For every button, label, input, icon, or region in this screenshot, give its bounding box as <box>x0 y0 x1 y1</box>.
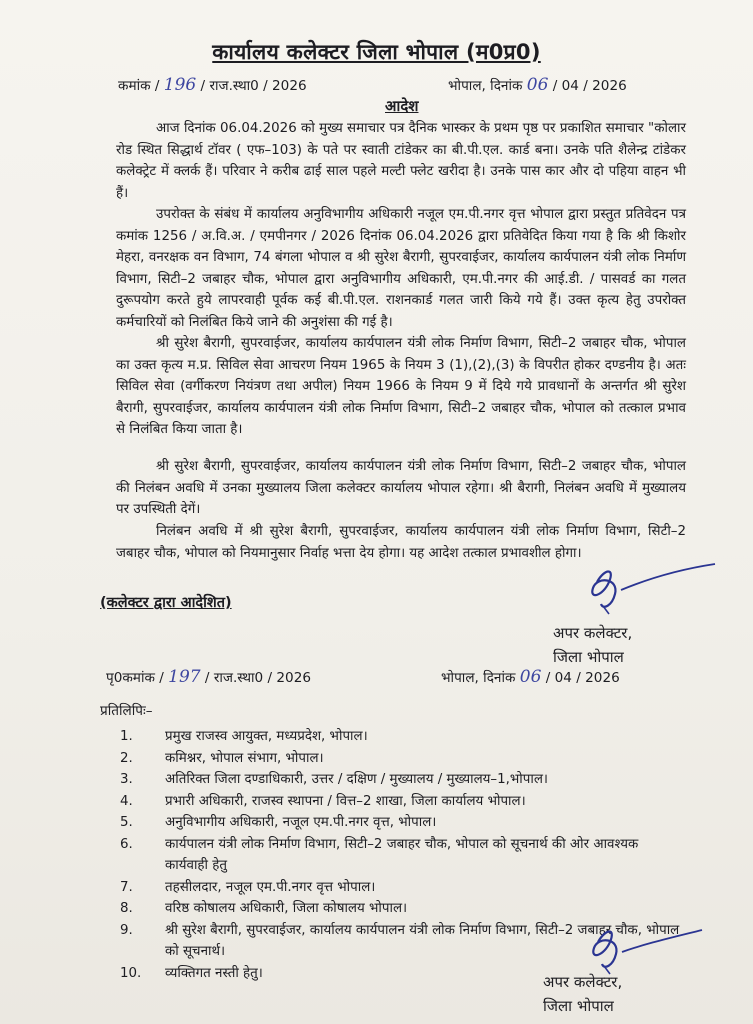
list-item-text: प्रभारी अधिकारी, राजस्व स्थापना / वित्त–2 शाखा, जिला कार्यालय भोपाल। <box>165 793 526 809</box>
signature-1 <box>575 560 725 620</box>
copy-to-label: प्रतिलिपिः– <box>100 703 153 719</box>
ref-number: 196 <box>163 75 197 95</box>
date-day: 06 <box>526 75 549 95</box>
signatory-designation: अपर कलेक्टर, <box>553 624 633 642</box>
list-item <box>120 834 680 877</box>
list-item <box>120 812 680 834</box>
list-item <box>120 898 680 920</box>
ref-prefix: कमांक / <box>118 78 160 94</box>
list-item-number: 6. <box>120 836 133 852</box>
order-reference <box>118 74 307 97</box>
list-item <box>120 748 680 770</box>
list-item-number: 5. <box>120 815 133 830</box>
list-item <box>120 769 680 791</box>
office-title: कार्यालय कलेक्टर जिला भोपाल (म0प्र0) <box>212 40 541 64</box>
list-item <box>120 877 680 899</box>
date-prefix: भोपाल, दिनांक <box>448 78 523 94</box>
order-paragraph-4: श्री सुरेश बैरागी, सुपरवाईजर, कार्यालय कार्यपालन यंत्री लोक निर्माण विभाग, सिटी–2 जबाहर चौक, भोपाल की निलंबन अवधि में उनका मुख्यालय जिला कलेक्टर कार्यालय भोपाल रहेगा। श्री बैरागी, निलंबन अवधि में मुख्यालय पर उपस्थिती देगें। <box>116 459 686 517</box>
list-item-number: 1. <box>120 729 133 744</box>
signatory-block-2 <box>543 970 622 1018</box>
order-date <box>448 74 627 97</box>
list-item-number: 3. <box>120 772 133 787</box>
list-item-text: अतिरिक्त जिला दण्डाधिकारी, उत्तर / दक्षिण / मुख्यालय / मुख्यालय–1,भोपाल। <box>165 772 548 787</box>
list-item-number: 2. <box>120 750 133 766</box>
list-item-text: कार्यपालन यंत्री लोक निर्माण विभाग, सिटी–2 जबाहर चौक, भोपाल को सूचनार्थ की ओर आवश्यक कार्यवाही हेतु <box>165 836 639 873</box>
endorsement-date <box>441 666 620 689</box>
list-item-number: 4. <box>120 793 133 809</box>
endorsement-date-suffix: / 04 / 2026 <box>545 670 620 686</box>
signatory-district: जिला भोपाल <box>553 648 624 666</box>
signatory-block-1 <box>553 621 632 669</box>
list-item-text: प्रमुख राजस्व आयुक्त, मध्यप्रदेश, भोपाल। <box>165 729 368 744</box>
order-paragraph-2: उपरोक्त के संबंध में कार्यालय अनुविभागीय अधिकारी नजूल एम.पी.नगर वृत्त भोपाल द्वारा प्रस्तुत प्रतिवेदन पत्र कमांक 1256 / अ.वि.अ. / एमपीनगर / 2026 दिनांक 06.04.2026 द्वारा प्रतिवेदित किया गया है कि श्री किशोर मेहरा, वनरक्षक वन विभाग, 74 बंगला भोपाल व श्री सुरेश बैरागी, सुपरवाईजर, कार्यालय कार्यपालन यंत्री लोक निर्माण विभाग, सिटी–2 जबाहर चौक, भोपाल द्वारा अनुविभागीय अधिकारी, एम.पी.नगर की आई.डी. / पासवर्ड का गलत दुरूपयोग करते हुये लापरवाही पूर्वक कई बी.पी.एल. राशनकार्ड गलत जारी किये गये हैं। उक्त कृत्य हेतु उपरोक्त कर्मचारियों को निलंबित किये जाने की अनुशंसा की गई है। <box>116 207 686 330</box>
list-item-number: 8. <box>120 901 133 916</box>
order-paragraph-5: निलंबन अवधि में श्री सुरेश बैरागी, सुपरवाईजर, कार्यालय कार्यपालन यंत्री लोक निर्माण विभाग, सिटी–2 जबाहर चौक, भोपाल को नियमानुसार निर्वाह भत्ता देय होगा। यह आदेश तत्काल प्रभावशील होगा। <box>116 524 686 561</box>
list-item-number: 9. <box>120 922 133 938</box>
list-item-text: तहसीलदार, नजूल एम.पी.नगर वृत्त भोपाल। <box>165 879 376 895</box>
date-suffix: / 04 / 2026 <box>552 78 627 94</box>
list-item-number: 10. <box>120 965 142 981</box>
endorsement-date-day: 06 <box>519 667 542 687</box>
ref-suffix: / राज.स्था0 / 2026 <box>200 78 307 94</box>
order-paragraph-1: आज दिनांक 06.04.2026 को मुख्य समाचार पत्र दैनिक भास्कर के प्रथम पृष्ठ पर प्रकाशित समाचार "कोलार रोड स्थित सिद्धार्थ टॉवर ( एफ–103) के पते पर स्वाती टांडेकर का बी.पी.एल. कार्ड बना। उनके पति शैलेन्द्र टांडेकर कलेक्ट्रेट में क्लर्क हैं। परिवार ने करीब ढाई साल पहले मल्टी फ्लेट खरीदा है। उनके पास कार और दो पहिया वाहन भी हैं। <box>116 121 686 201</box>
list-item-number: 7. <box>120 879 133 895</box>
list-item-text: कमिश्नर, भोपाल संभाग, भोपाल। <box>165 750 324 766</box>
endorsement-ref-prefix: पृ0कमांक / <box>106 670 164 686</box>
endorsement-date-prefix: भोपाल, दिनांक <box>441 670 516 686</box>
ordered-by: (कलेक्टर द्वारा आदेशित) <box>100 595 232 611</box>
list-item-text: श्री सुरेश बैरागी, सुपरवाईजर, कार्यालय कार्यपालन यंत्री लोक निर्माण विभाग, सिटी–2 जबाहर चौक, भोपाल को सूचनार्थ। <box>165 922 680 959</box>
list-item-text: वरिष्ठ कोषालय अधिकारी, जिला कोषालय भोपाल। <box>165 901 408 916</box>
endorsement-ref-suffix: / राज.स्था0 / 2026 <box>204 670 311 686</box>
endorsement-reference <box>106 666 311 689</box>
signatory-designation: अपर कलेक्टर, <box>543 973 623 991</box>
order-heading: आदेश <box>385 97 419 115</box>
order-paragraph-3: श्री सुरेश बैरागी, सुपरवाईजर, कार्यालय कार्यपालन यंत्री लोक निर्माण विभाग, सिटी–2 जबाहर चौक, भोपाल का उक्त कृत्य म.प्र. सिविल सेवा आचरण नियम 1965 के नियम 3 (1),(2),(3) के विपरीत होकर दण्डनीय है। अतः सिविल सेवा (वर्गीकरण नियंत्रण तथा अपील) नियम 1966 के नियम 9 में दिये गये प्रावधानों के अन्तर्गत श्री सुरेश बैरागी, सुपरवाईजर, कार्यालय कार्यपालन यंत्री लोक निर्माण विभाग, सिटी–2 जबाहर चौक, भोपाल को तत्काल प्रभाव से निलंबित किया जाता है। <box>116 336 686 437</box>
signatory-district: जिला भोपाल <box>543 997 614 1015</box>
list-item-text: अनुविभागीय अधिकारी, नजूल एम.पी.नगर वृत्त, भोपाल। <box>165 815 437 830</box>
list-item <box>120 791 680 813</box>
list-item <box>120 726 680 748</box>
endorsement-ref-number: 197 <box>168 667 201 687</box>
list-item-text: व्यक्तिगत नस्ती हेतु। <box>165 965 263 981</box>
